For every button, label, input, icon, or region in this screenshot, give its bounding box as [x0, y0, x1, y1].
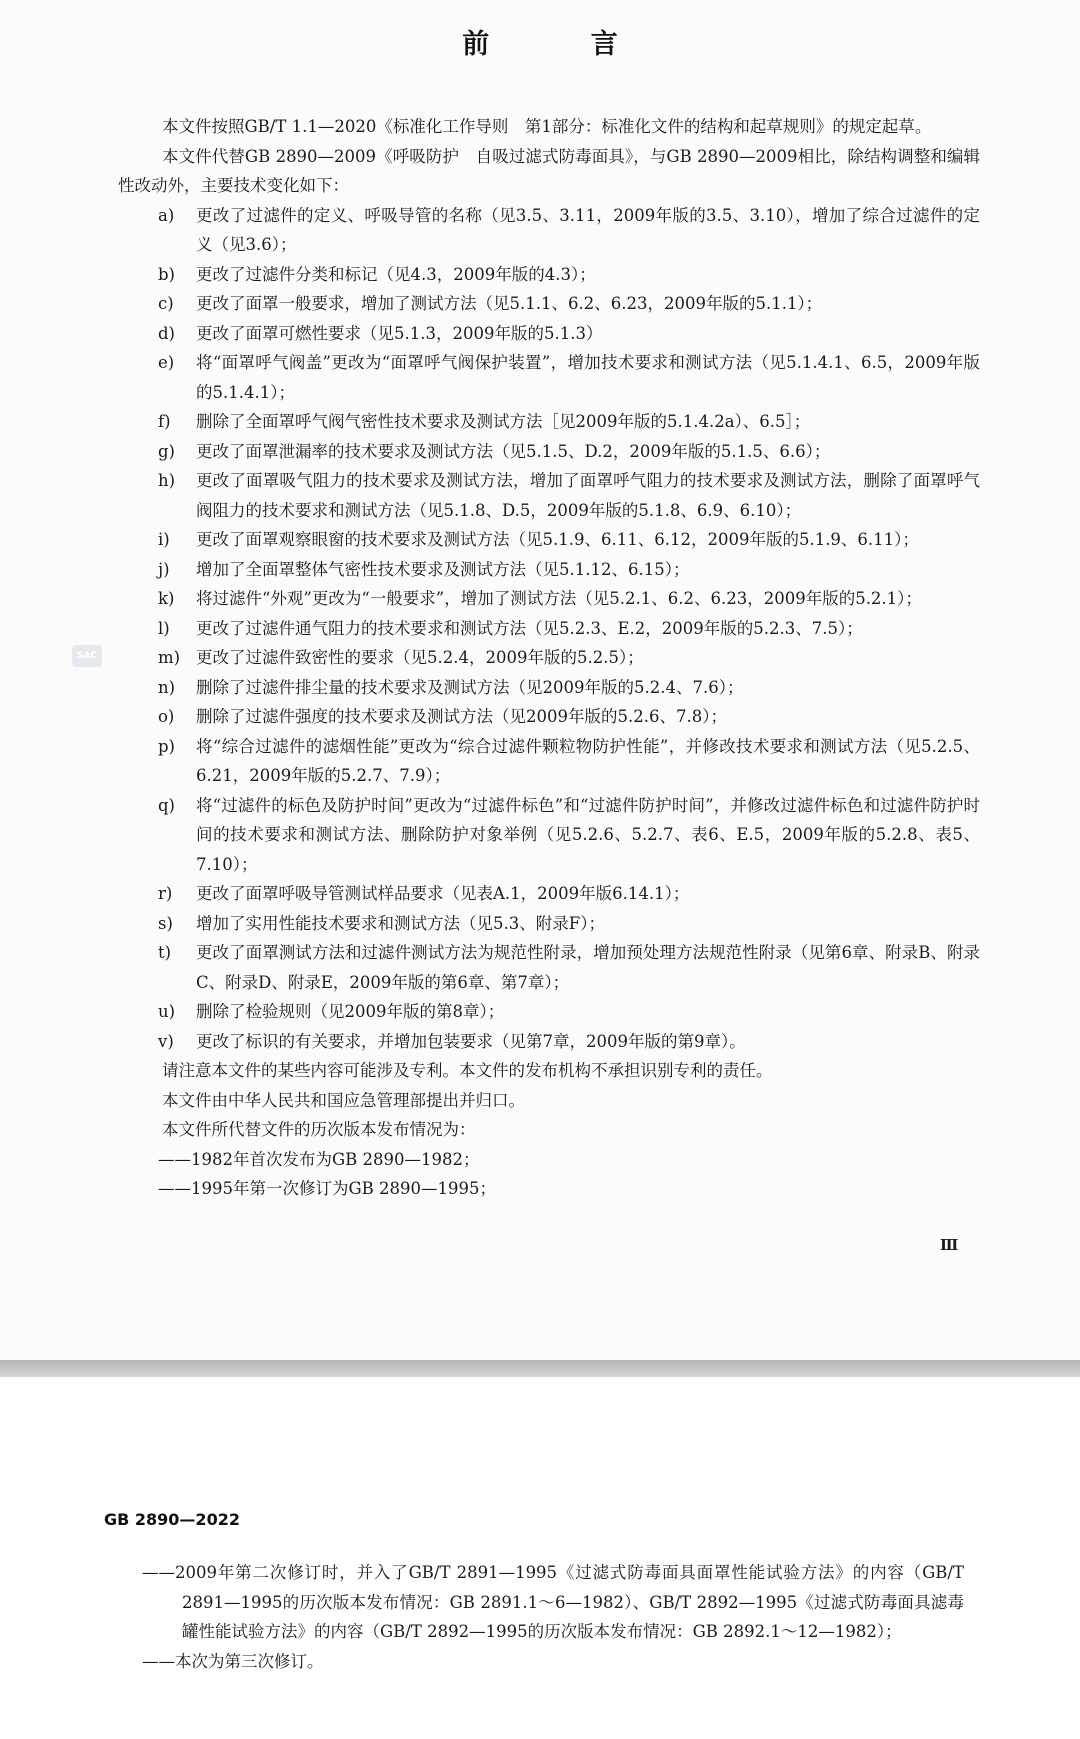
document-code-header: GB 2890—2022 — [104, 1510, 240, 1529]
list-item — [118, 909, 980, 939]
list-item — [118, 348, 980, 407]
list-marker: u) — [158, 1002, 176, 1021]
list-item — [118, 407, 980, 437]
list-item — [118, 673, 980, 703]
history-intro: 本文件所代替文件的历次版本发布情况为： — [162, 1120, 476, 1139]
list-item — [118, 289, 980, 319]
list-item — [118, 437, 980, 467]
history-item: ——2009年第二次修订时，并入了GB/T 2891—1995《过滤式防毒面具面罩性能试验方法》的内容（GB/T 2891—1995的历次版本发布情况：GB 2891.1～6—1982）、GB/T 2892—1995《过滤式防毒面具滤毒罐性能试验方法》的内容（GB/T 2892—1995的历次版本发布情况：GB 2892.1～12—1982）； — [142, 1563, 964, 1641]
list-marker: r) — [158, 884, 173, 903]
sac-watermark: SAC — [72, 645, 102, 667]
intro-paragraph: 本文件按照GB/T 1.1—2020《标准化工作导则 第1部分：标准化文件的结构和起草规则》的规定起草。 — [162, 117, 932, 136]
list-marker: k) — [158, 589, 175, 608]
list-marker: d) — [158, 323, 175, 343]
list-marker: s) — [158, 913, 173, 933]
list-marker: o) — [158, 707, 175, 726]
list-text: 将“面罩呼气阀盖”更改为“面罩呼气阀保护装置”，增加技术要求和测试方法（见5.1.4.1、6.5，2009年版的5.1.4.1）； — [196, 353, 980, 402]
history-item: ——本次为第三次修订。 — [142, 1651, 324, 1671]
page-title: 前 言 — [462, 29, 664, 60]
list-marker: g) — [158, 441, 175, 461]
list-item — [118, 732, 980, 791]
list-text: 将“综合过滤件的滤烟性能”更改为“综合过滤件颗粒物防护性能”，并修改技术要求和测试方法（见5.2.5、6.21，2009年版的5.2.7、7.9）； — [196, 736, 980, 785]
list-marker: m) — [158, 648, 181, 667]
list-text: 将“过滤件的标色及防护时间”更改为“过滤件标色”和“过滤件防护时间”，并修改过滤件标色和过滤件防护时间的技术要求和测试方法、删除防护对象举例（见5.2.6、5.2.7、表6、E.5，2009年版的5.2.8、表5、7.10）； — [196, 795, 980, 874]
list-item — [118, 938, 980, 997]
authority-note: 本文件由中华人民共和国应急管理部提出并归口。 — [162, 1090, 525, 1110]
list-text: 更改了面罩呼吸导管测试样品要求（见表A.1，2009年版6.14.1）； — [196, 884, 690, 903]
list-marker: a) — [158, 205, 175, 225]
list-item — [118, 879, 980, 909]
list-text: 更改了面罩吸气阻力的技术要求及测试方法，增加了面罩呼气阻力的技术要求及测试方法，删除了面罩呼气阀阻力的技术要求和测试方法（见5.1.8、D.5，2009年版的5.1.8、6.9、6.10）； — [196, 471, 980, 520]
list-item — [118, 525, 980, 555]
list-item — [118, 584, 980, 614]
list-item — [118, 997, 980, 1027]
patent-note: 请注意本文件的某些内容可能涉及专利。本文件的发布机构不承担识别专利的责任。 — [162, 1061, 773, 1080]
foreword-body — [118, 112, 980, 1204]
list-item — [118, 702, 980, 732]
list-text: 删除了过滤件排尘量的技术要求及测试方法（见2009年版的5.2.4、7.6）； — [196, 677, 744, 697]
list-text: 删除了过滤件强度的技术要求及测试方法（见2009年版的5.2.6、7.8）； — [196, 707, 727, 726]
list-text: 更改了过滤件分类和标记（见4.3，2009年版的4.3）； — [196, 264, 596, 284]
page-divider — [0, 1360, 1080, 1377]
page-number: Ⅲ — [940, 1236, 959, 1254]
history-continued — [142, 1558, 964, 1676]
list-marker: c) — [158, 294, 174, 313]
list-text: 更改了面罩可燃性要求（见5.1.3，2009年版的5.1.3） — [196, 323, 603, 343]
list-marker: j) — [158, 559, 170, 579]
list-marker: l) — [158, 618, 170, 638]
list-item — [118, 614, 980, 644]
history-item: ——1982年首次发布为GB 2890—1982； — [158, 1149, 480, 1169]
list-marker: f) — [158, 412, 171, 431]
list-text: 更改了过滤件的定义、呼吸导管的名称（见3.5、3.11，2009年版的3.5、3.10），增加了综合过滤件的定义（见3.6）； — [196, 205, 980, 254]
list-marker: i) — [158, 530, 170, 549]
list-item — [118, 201, 980, 260]
intro-paragraph: 本文件代替GB 2890—2009《呼吸防护 自吸过滤式防毒面具》，与GB 2890—2009相比，除结构调整和编辑性改动外，主要技术变化如下： — [118, 146, 980, 195]
list-text: 增加了实用性能技术要求和测试方法（见5.3、附录F）； — [196, 913, 605, 933]
list-marker: t) — [158, 943, 172, 962]
list-marker: p) — [158, 736, 175, 756]
list-marker: b) — [158, 264, 175, 284]
list-text: 更改了面罩一般要求，增加了测试方法（见5.1.1、6.2、6.23，2009年版的5.1.1）； — [196, 294, 823, 313]
list-item — [118, 643, 980, 673]
list-marker: e) — [158, 353, 175, 372]
list-item — [118, 1027, 980, 1057]
list-marker: q) — [158, 795, 175, 815]
list-text: 更改了面罩测试方法和过滤件测试方法为规范性附录，增加预处理方法规范性附录（见第6章、附录B、附录C、附录D、附录E，2009年版的第6章、第7章）； — [196, 943, 980, 992]
list-item — [118, 791, 980, 880]
list-text: 更改了面罩观察眼窗的技术要求及测试方法（见5.1.9、6.11、6.12，2009年版的5.1.9、6.11）； — [196, 530, 919, 549]
list-item — [118, 555, 980, 585]
list-marker: h) — [158, 471, 176, 490]
list-text: 增加了全面罩整体气密性技术要求及测试方法（见5.1.12、6.15）； — [196, 559, 690, 579]
changes-list — [118, 201, 980, 1057]
list-text: 删除了检验规则（见2009年版的第8章）； — [196, 1002, 505, 1021]
list-text: 更改了过滤件通气阻力的技术要求和测试方法（见5.2.3、E.2，2009年版的5.2.3、7.5）； — [196, 618, 863, 638]
list-text: 更改了面罩泄漏率的技术要求及测试方法（见5.1.5、D.2，2009年版的5.1.5、6.6）； — [196, 441, 831, 461]
list-marker: n) — [158, 677, 176, 697]
list-text: 删除了全面罩呼气阀气密性技术要求及测试方法［见2009年版的5.1.4.2a）、6.5］； — [196, 412, 811, 431]
list-item — [118, 319, 980, 349]
list-item — [118, 466, 980, 525]
list-text: 将过滤件“外观”更改为“一般要求”，增加了测试方法（见5.2.1、6.2、6.23，2009年版的5.2.1）； — [196, 589, 922, 608]
list-marker: v) — [158, 1031, 174, 1051]
list-text: 更改了标识的有关要求，并增加包装要求（见第7章，2009年版的第9章）。 — [196, 1031, 746, 1051]
list-text: 更改了过滤件致密性的要求（见5.2.4，2009年版的5.2.5）； — [196, 648, 644, 667]
list-item — [118, 260, 980, 290]
history-item: ——1995年第一次修订为GB 2890—1995； — [158, 1179, 497, 1198]
